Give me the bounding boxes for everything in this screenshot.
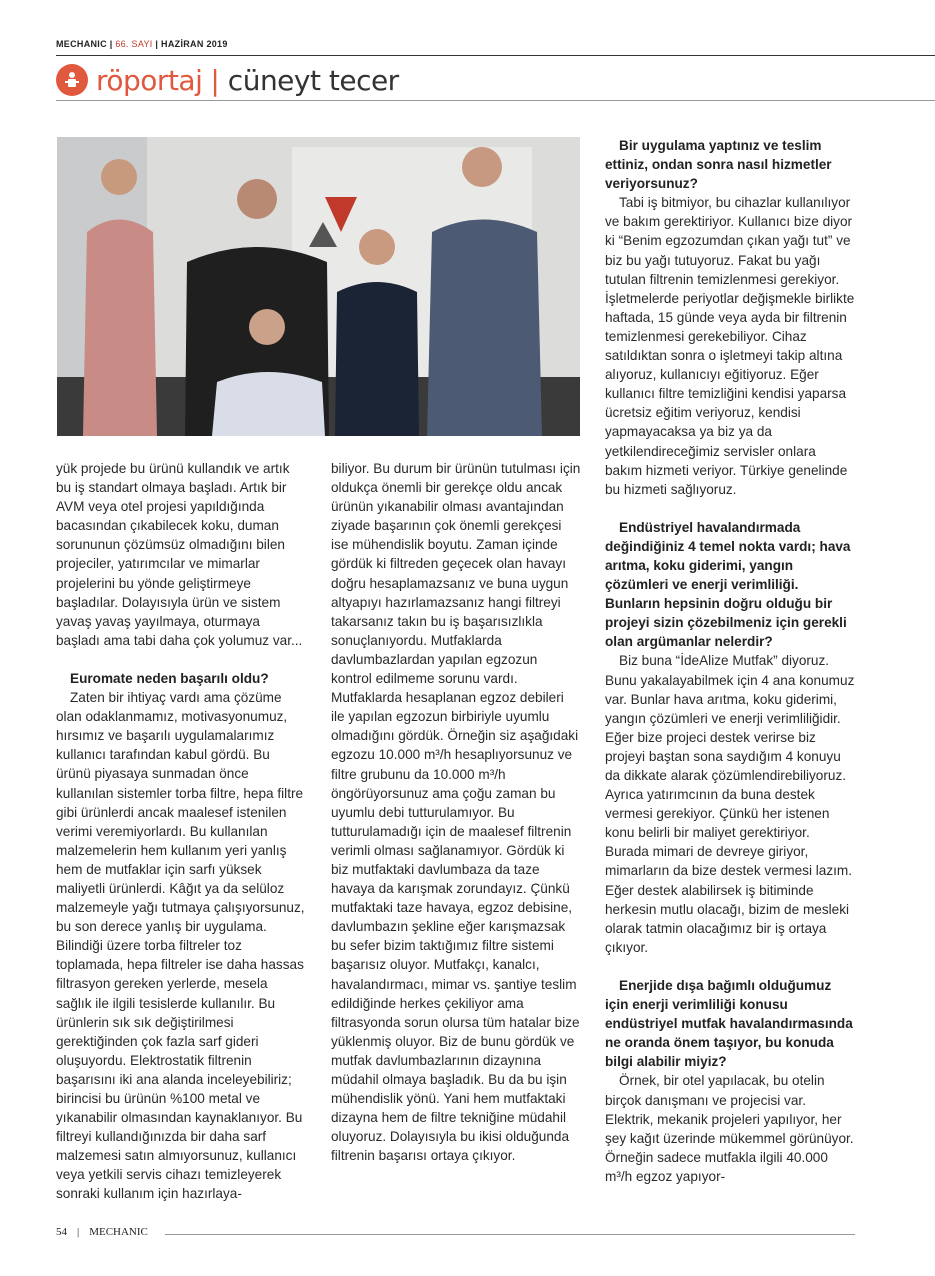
header-rule: [56, 55, 935, 56]
paragraph: Örnek, bir otel yapılacak, bu otelin birçok danışmanı ve projecisi var. Elektrik, mekanik projeleri yapılıyor, her şey kağıt üzerinde mükemmel görünüyor. Örneğin sadece mutfakla ilgili 40.000 m³/h egzoz yapıyor-: [605, 1073, 854, 1184]
page-number: 54: [56, 1226, 67, 1238]
section-label: röportaj: [96, 63, 203, 97]
section-separator: |: [210, 63, 220, 97]
group-photo-illustration: [57, 137, 580, 436]
article-column-3: [605, 136, 855, 1186]
interviewee-name: cüneyt tecer: [227, 63, 399, 97]
section-title: [56, 60, 399, 100]
header-magazine: MECHANIC: [56, 39, 107, 49]
worker-icon: [56, 64, 88, 96]
paragraph: Zaten bir ihtiyaç vardı ama çözüme olan odaklanmamız, motivasyonumuz, hırsımız ve başarılı uygulamalarımız kullanıcı tarafından kabul gördü. Bu ürünü piyasaya sunmadan önce kullanılan sistemler torba filtre, hepa filtre gibi ürünlerdi ancak maalesef istenilen verimi veremiyorlardı. Bu kullanılan malzemelerin hem kullanım yeri yanlış hem de mutfaklar için sarfı yüksek maliyetli ürünlerdi. Kâğıt ya da selüloz malzemeyle yağı tutmaya çalışıyorsunuz, bu son derece yanlış bir uygulama. Bilindiği üzere torba filtreler toz toplamada, hepa filtreler ise daha hassas filtrasyon gereken yerlerde, mesela sağlık ile ilgili tesislerde kullanılır. Bu ürünlerin sık sık değiştirilmesi gerektiğinden çok fazla sarf gideri oluşuyordu. Elektrostatik filtrenin başarısını iki ana alanda inceleyebiliriz; birincisi bu ürünün %100 metal ve yıkanabilir olmasından kaynaklanıyor. Bu filtreyi kullandığınızda bir daha sarf malzemesi satın almıyorsunuz, kullanıcı veya yetkili servis cihazı temizleyerek sonraki kullanım için hazırlaya-: [56, 690, 305, 1202]
page-footer: [56, 1226, 148, 1238]
section-rule: [56, 100, 935, 101]
paragraph: Biz buna “İdeAlize Mutfak” diyoruz. Bunu yakalayabilmek için 4 ana konumuz var. Bunlar hava arıtma, koku giderimi, yangın çözümleri ve enerji verimliliğidir. Eğer bize projeci destek verirse biz projeyi baştan sona saydığım 4 konuyu da dikkate alarak çözümlendirebiliyoruz. Ayrıca yatırımcının da buna destek vermesi gerekiyor. Çünkü her istenen konu belirli bir maliyet gerektiriyor. Burada mimari de devreye giriyor, mimarların da bize destek vermesi lazım. Eğer destek alabilirsek iş bitiminde herkesin mutlu olacağı, bizim de mesleki olarak tatmin olacağımız bir iş ortaya çıkıyor.: [605, 653, 855, 955]
header-issue: 66. SAYI: [115, 39, 153, 49]
paragraph: Tabi iş bitmiyor, bu cihazlar kullanılıyor ve bakım gerektiriyor. Kullanıcı bize diyor ki “Benim egzozumdan çıkan yağı tut” ve biz bu yağı tutuyoruz. Fakat bu yağı tutulan filtrenin temizlenmesi gerekiyor. İşletmelerde periyotlar değişmekle birlikte haftada, 15 günde veya ayda bir filtrenin temizlenmesi gerekebiliyor. Cihaz satıldıktan sonra o işletmeyi takip altına alıyoruz, kullanıcıyı eğitiyoruz. Eğer kullanıcı filtre temizliğini kendisi yaparsa ücretsiz eğitim veriyoruz, kendisi yapmayacaksa ya biz ya da yetkilendireceğimiz servisler onlara bakım hizmeti veriyor. Türkiye genelinde bu hizmeti sağlıyoruz.: [605, 195, 855, 497]
article-column-1: [56, 459, 306, 1204]
footer-separator: |: [77, 1226, 80, 1238]
header-date: HAZİRAN 2019: [161, 39, 228, 49]
question: Bir uygulama yaptınız ve teslim ettiniz, ondan sonra nasıl hizmetler veriyorsunuz?: [605, 138, 832, 192]
article-column-2: [331, 459, 581, 1165]
running-header: MECHANIC | 66. SAYI | HAZİRAN 2019: [56, 39, 228, 49]
paragraph: biliyor. Bu durum bir ürünün tutulması için oldukça önemli bir gerekçe oldu ancak ürünün yıkanabilir olması avantajından ziyade başarının çok önemli gerekçesi ise mühendislik boyutu. Zaman içinde gördük ki filtreden geçecek olan havayı doğru hesaplamazsanız ve buna uygun altyapıyı hazırlamazsanız hangi filtreyi takarsanız takın bu iş başarısızlıkla sonuçlanıyordu. Mutfaklarda davlumbazlardan yapılan egzozun kontrol edilmeme sorunu vardı. Mutfaklarda hesaplanan egzoz debileri ile yapılan egzozun birbiriyle uyumlu olmadığını gördük. Örneğin siz aşağıdaki egzozu 10.000 m³/h hesaplıyorsunuz ve filtre grubunu da 10.000 m³/h öngörüyorsunuz ama çoğu zaman bu uyumlu debi tutturulamıyor. Bu tutturulamadığı için de maalesef filtrenin verimli olması sağlanamıyor. Gördük ki biz mutfaktaki davlumbaza da taze havaya da karışmak zorundayız. Çünkü mutfaktaki taze havaya, egzoz debisine, davlumbazın şekline eğer karışmazsak bu sefer bizim taktığımız filtre sistemi başarısız oluyor. Mutfakçı, kanalcı, havalandırmacı, mimar vs. şantiye teslim edildiğinde herkes çekiliyor ama filtrasyonda sorun olursa tüm hatalar bize yüklenmiş oluyor. Biz de bunu gördük ve mutfak davlumbazlarının dizaynına müdahil olmaya başladık. Bu da bu işin mühendislik yönü. Yani hem mutfaktaki dizayna hem de filtre tekniğine müdahil oluyoruz. Dolayısıyla bu ikisi olduğunda filtrenin başarısı ortaya çıkıyor.: [331, 461, 581, 1164]
footer-rule: [165, 1234, 855, 1235]
footer-magazine: MECHANIC: [89, 1226, 148, 1238]
question: Enerjide dışa bağımlı olduğumuz için enerji verimliliği konusu endüstriyel mutfak havalandırmasında ne oranda önem taşıyor, bu konuda bilgi alabilir miyiz?: [605, 977, 853, 1070]
question: Euromate neden başarılı oldu?: [70, 670, 269, 686]
paragraph: yük projede bu ürünü kullandık ve artık bu iş standart olmaya başladı. Artık bir AVM veya otel projesi yapıldığında bacasından çıkabilecek koku, duman sorununun çözümsüz olmadığını bilen projeciler, yatırımcılar ve mimarlar projelerini bu yönde geliştirmeye başladılar. Dolayısıyla ürün ve sistem yavaş yavaş yayılmaya, oturmaya başladı ama tabi daha çok yolumuz var...: [56, 461, 303, 648]
question: Endüstriyel havalandırmada değindiğiniz 4 temel nokta vardı; hava arıtma, koku giderimi, yangın çözümleri ve enerji verimliliği. Bunların hepsinin doğru olduğu bir projeyi sizin çözebilmeniz için gerekli olan argümanlar nelerdir?: [605, 519, 851, 650]
group-photo: [57, 137, 580, 436]
